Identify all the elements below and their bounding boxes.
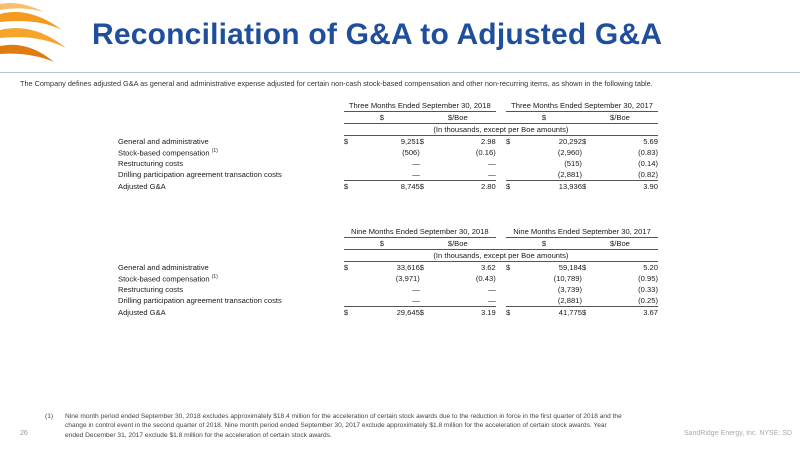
table-row [118, 158, 658, 169]
value-cell: — [412, 296, 420, 305]
row-label-text: Stock-based compensation [118, 148, 210, 158]
currency-symbol: $ [506, 307, 518, 319]
value-cell: (506) [402, 148, 420, 157]
period-header-row [118, 226, 658, 238]
row-label-text: Drilling participation agreement transaction costs [118, 170, 282, 180]
value-cell: (2,881) [557, 296, 582, 305]
units-row [118, 124, 658, 136]
table-body [118, 262, 658, 319]
currency-symbol [420, 295, 432, 307]
currency-symbol: $ [420, 307, 432, 319]
value-cell: (2,881) [557, 170, 582, 179]
column-header-row [118, 112, 658, 124]
value-cell: (0.14) [638, 159, 658, 168]
currency-symbol [582, 273, 594, 284]
currency-symbol: $ [581, 263, 587, 272]
currency-symbol [506, 273, 518, 284]
row-label-text: Adjusted G&A [118, 307, 166, 317]
currency-symbol [420, 169, 432, 181]
value-cell: (3,971) [395, 274, 420, 283]
currency-symbol: $ [419, 137, 425, 146]
value-cell: (0.43) [475, 274, 496, 283]
row-label-text: Stock-based compensation [118, 274, 210, 284]
footnote-ref: (1) [211, 147, 218, 154]
currency-symbol [344, 273, 356, 284]
value-cell: (0.95) [638, 274, 658, 283]
currency-symbol: $ [582, 181, 594, 193]
value-cell: 2.98 [480, 137, 496, 146]
row-label-text: Drilling participation agreement transaction costs [118, 296, 282, 306]
value-cell: 3.62 [480, 263, 496, 272]
row-label [118, 273, 344, 284]
row-label [118, 158, 344, 169]
row-label [118, 262, 344, 274]
currency-symbol [344, 147, 356, 158]
value-cell: 2.80 [432, 181, 496, 193]
value-cell: 41,775 [518, 307, 582, 319]
value-cell: — [412, 285, 420, 294]
currency-symbol: $ [344, 307, 356, 319]
value-cell: — [412, 159, 420, 168]
value-cell: (0.25) [638, 296, 658, 305]
currency-symbol: $ [343, 263, 349, 272]
value-cell: 33,616 [396, 263, 420, 272]
value-cell: (0.33) [638, 285, 658, 294]
currency-symbol: $ [582, 307, 594, 319]
page-title: Reconciliation of G&A to Adjusted G&A [92, 18, 663, 51]
currency-symbol [506, 158, 518, 169]
table-row [118, 169, 658, 181]
column-header-row [118, 238, 658, 250]
value-cell: 3.19 [432, 307, 496, 319]
value-cell: 8,745 [356, 181, 420, 193]
value-cell: 20,292 [558, 137, 582, 146]
dollar-col-header: $ [506, 238, 582, 250]
units-label: (In thousands, except per Boe amounts) [344, 250, 658, 262]
units-row [118, 250, 658, 262]
value-cell: 3.90 [594, 181, 658, 193]
currency-symbol [582, 295, 594, 307]
period-1-header: Nine Months Ended September 30, 2018 [344, 226, 496, 238]
value-cell: (0.82) [638, 170, 658, 179]
currency-symbol: $ [506, 137, 511, 146]
currency-symbol: $ [506, 181, 518, 193]
value-cell: 3.67 [594, 307, 658, 319]
page-number: 26 [20, 430, 28, 437]
period-header-row [118, 100, 658, 112]
value-cell: 9,251 [400, 137, 420, 146]
table-row [118, 262, 658, 274]
value-cell: (10,789) [553, 274, 582, 283]
currency-symbol [420, 147, 432, 158]
value-cell: (2,960) [557, 148, 582, 157]
value-cell: — [488, 159, 496, 168]
row-label [118, 307, 344, 319]
dollar-col-header: $ [506, 112, 582, 124]
currency-symbol: $ [344, 181, 356, 193]
value-cell: (515) [564, 159, 582, 168]
row-label [118, 169, 344, 181]
currency-symbol [420, 284, 432, 295]
row-label-text: Restructuring costs [118, 285, 183, 294]
value-cell: 5.20 [643, 263, 658, 272]
row-label [118, 284, 344, 295]
currency-symbol: $ [581, 137, 587, 146]
per-boe-col-header: $/Boe [582, 112, 658, 124]
currency-symbol [506, 147, 518, 158]
row-label-text: General and administrative [118, 136, 209, 146]
row-label [118, 136, 344, 148]
currency-symbol [344, 169, 356, 181]
table-row [118, 147, 658, 158]
table-row [118, 307, 658, 319]
dollar-col-header: $ [344, 238, 420, 250]
per-boe-col-header: $/Boe [420, 112, 496, 124]
value-cell: 13,936 [518, 181, 582, 193]
value-cell: (3,739) [557, 285, 582, 294]
row-label-text: General and administrative [118, 262, 209, 272]
value-cell: — [488, 296, 496, 305]
value-cell: 59,184 [558, 263, 582, 272]
footnote-text: Nine month period ended September 30, 2018 excludes approximately $18.4 million for the acceleration of certain stock awards due to the reduction in force in the first quarter of 2018 and the change in control event in the second quarter of 2018. Nine month period ended September 30, 2017 exclude approximately $1.8 million for the acceleration of certain stock awards. Year ended December 31, 2017 exclude $1.8 million for the acceleration of certain stock awards. [65, 413, 622, 439]
table-row [118, 136, 658, 148]
currency-symbol: $ [506, 263, 511, 272]
currency-symbol [420, 273, 432, 284]
currency-symbol [582, 147, 594, 158]
row-label-text: Restructuring costs [118, 159, 183, 168]
value-cell: (0.16) [475, 148, 496, 157]
currency-symbol [506, 284, 518, 295]
footnote-ref: (1) [211, 273, 218, 280]
table-row [118, 295, 658, 307]
per-boe-col-header: $/Boe [582, 238, 658, 250]
sandridge-logo-icon [0, 0, 80, 70]
currency-symbol [582, 158, 594, 169]
currency-symbol [420, 158, 432, 169]
table-row [118, 273, 658, 284]
currency-symbol [344, 158, 356, 169]
footer-company: SandRidge Energy, Inc. NYSE: SD [683, 430, 792, 437]
value-cell: — [488, 170, 496, 179]
currency-symbol [582, 169, 594, 181]
value-cell: — [412, 170, 420, 179]
row-label [118, 147, 344, 158]
currency-symbol [506, 295, 518, 307]
nine-month-table [118, 226, 658, 318]
table-row [118, 284, 658, 295]
currency-symbol: $ [420, 181, 432, 193]
value-cell: (0.83) [638, 148, 658, 157]
row-label-text: Adjusted G&A [118, 181, 166, 191]
row-label [118, 181, 344, 193]
dollar-col-header: $ [344, 112, 420, 124]
currency-symbol [506, 169, 518, 181]
value-cell: 5.69 [643, 137, 658, 146]
intro-text: The Company defines adjusted G&A as general and administrative expense adjusted for certain non-cash stock-based compensation and other non-recurring items, as shown in the following table. [20, 79, 653, 88]
currency-symbol: $ [419, 263, 425, 272]
units-label: (In thousands, except per Boe amounts) [344, 124, 658, 136]
value-cell: — [488, 285, 496, 294]
currency-symbol [344, 295, 356, 307]
table-body [118, 136, 658, 193]
row-label [118, 295, 344, 307]
three-month-table [118, 100, 658, 192]
title-divider [0, 72, 800, 73]
currency-symbol [344, 284, 356, 295]
period-2-header: Three Months Ended September 30, 2017 [506, 100, 658, 112]
period-2-header: Nine Months Ended September 30, 2017 [506, 226, 658, 238]
value-cell: 29,645 [356, 307, 420, 319]
per-boe-col-header: $/Boe [420, 238, 496, 250]
period-1-header: Three Months Ended September 30, 2018 [344, 100, 496, 112]
table-row [118, 181, 658, 193]
currency-symbol [582, 284, 594, 295]
footnote-marker: (1) [45, 413, 54, 420]
currency-symbol: $ [343, 137, 349, 146]
